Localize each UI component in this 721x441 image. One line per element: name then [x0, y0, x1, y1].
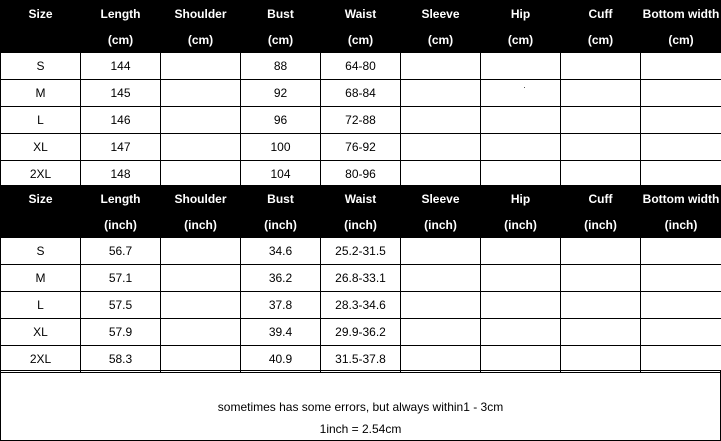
size-cell: M	[1, 265, 81, 292]
measurement-cell	[641, 107, 721, 134]
column-unit: (inch)	[241, 212, 321, 238]
measurement-cell	[561, 80, 641, 107]
size-table-cm	[0, 0, 721, 188]
measurement-cell	[161, 161, 241, 188]
size-table-inch-body	[1, 186, 721, 373]
size-cell: 2XL	[1, 161, 81, 188]
measurement-cell	[561, 53, 641, 80]
cm-table-unit-row	[1, 27, 721, 53]
measurement-cell: 29.9-36.2	[321, 319, 401, 346]
measurement-cell: 96	[241, 107, 321, 134]
measurement-cell	[401, 134, 481, 161]
table-row	[1, 319, 721, 346]
column-header: Bottom width	[641, 1, 721, 27]
measurement-cell	[401, 319, 481, 346]
table-row	[1, 161, 721, 188]
measurement-cell	[161, 292, 241, 319]
column-header: Length	[81, 1, 161, 27]
measurement-cell	[481, 134, 561, 161]
column-header: Waist	[321, 1, 401, 27]
measurement-cell	[641, 80, 721, 107]
measurement-cell	[641, 134, 721, 161]
column-unit: (cm)	[481, 27, 561, 53]
measurement-cell	[161, 265, 241, 292]
column-unit: (cm)	[641, 27, 721, 53]
measurement-cell: 68-84	[321, 80, 401, 107]
measurement-cell: 146	[81, 107, 161, 134]
measurement-cell: 80-96	[321, 161, 401, 188]
measurement-cell	[641, 161, 721, 188]
measurement-cell: 31.5-37.8	[321, 346, 401, 373]
measurement-cell	[481, 319, 561, 346]
measurement-cell: 72-88	[321, 107, 401, 134]
column-unit	[1, 212, 81, 238]
size-cell: XL	[1, 134, 81, 161]
measurement-cell	[641, 238, 721, 265]
measurement-cell	[481, 107, 561, 134]
size-cell: S	[1, 53, 81, 80]
column-unit: (inch)	[481, 212, 561, 238]
measurement-cell	[401, 265, 481, 292]
measurement-cell: 57.1	[81, 265, 161, 292]
measurement-cell	[481, 238, 561, 265]
measurement-cell	[481, 53, 561, 80]
measurement-cell: 26.8-33.1	[321, 265, 401, 292]
table-row	[1, 238, 721, 265]
column-header: Sleeve	[401, 186, 481, 212]
measurement-cell	[561, 161, 641, 188]
column-unit: (cm)	[241, 27, 321, 53]
measurement-cell: 148	[81, 161, 161, 188]
size-cell: S	[1, 238, 81, 265]
measurement-cell: 36.2	[241, 265, 321, 292]
table-row	[1, 292, 721, 319]
table-row	[1, 107, 721, 134]
measurement-cell: 100	[241, 134, 321, 161]
column-unit: (cm)	[161, 27, 241, 53]
table-row	[1, 80, 721, 107]
measurement-cell: 64-80	[321, 53, 401, 80]
column-unit: (inch)	[321, 212, 401, 238]
measurement-cell	[641, 346, 721, 373]
size-table-inch	[0, 185, 721, 373]
measurement-cell: 56.7	[81, 238, 161, 265]
stray-dot	[524, 87, 525, 88]
column-header: Shoulder	[161, 1, 241, 27]
measurement-cell	[561, 265, 641, 292]
measurement-cell	[481, 265, 561, 292]
measurement-cell	[401, 292, 481, 319]
size-cell: 2XL	[1, 346, 81, 373]
column-header: Hip	[481, 1, 561, 27]
measurement-cell: 145	[81, 80, 161, 107]
measurement-cell	[561, 238, 641, 265]
measurement-cell: 39.4	[241, 319, 321, 346]
size-cell: XL	[1, 319, 81, 346]
measurement-cell	[161, 53, 241, 80]
column-header: Size	[1, 1, 81, 27]
measurement-cell	[481, 80, 561, 107]
measurement-cell: 104	[241, 161, 321, 188]
measurement-cell: 76-92	[321, 134, 401, 161]
measurement-cell	[161, 346, 241, 373]
measurement-cell	[401, 346, 481, 373]
measurement-cell	[401, 238, 481, 265]
measurement-cell	[481, 292, 561, 319]
measurement-cell	[401, 107, 481, 134]
measurement-cell	[641, 53, 721, 80]
measurement-cell: 25.2-31.5	[321, 238, 401, 265]
column-header: Shoulder	[161, 186, 241, 212]
column-unit: (inch)	[161, 212, 241, 238]
size-table-cm-body	[1, 1, 721, 188]
column-unit: (cm)	[401, 27, 481, 53]
unit-conversion-text: 1inch = 2.54cm	[319, 422, 402, 436]
measurement-cell	[641, 265, 721, 292]
column-header: Bust	[241, 186, 321, 212]
column-header: Bottom width	[641, 186, 721, 212]
measurement-cell: 57.5	[81, 292, 161, 319]
table-row	[1, 53, 721, 80]
column-unit: (inch)	[401, 212, 481, 238]
measurement-cell	[401, 161, 481, 188]
measurement-cell: 34.6	[241, 238, 321, 265]
column-header: Cuff	[561, 186, 641, 212]
column-unit	[1, 27, 81, 53]
measurement-cell: 92	[241, 80, 321, 107]
measurement-cell: 28.3-34.6	[321, 292, 401, 319]
measurement-cell	[401, 80, 481, 107]
size-cell: L	[1, 292, 81, 319]
size-cell: M	[1, 80, 81, 107]
measurement-note	[0, 370, 721, 441]
measurement-cell	[161, 80, 241, 107]
measurement-cell: 37.8	[241, 292, 321, 319]
table-row	[1, 265, 721, 292]
column-header: Bust	[241, 1, 321, 27]
measurement-cell: 88	[241, 53, 321, 80]
measurement-cell	[481, 161, 561, 188]
column-header: Cuff	[561, 1, 641, 27]
size-cell: L	[1, 107, 81, 134]
column-unit: (inch)	[81, 212, 161, 238]
measurement-cell	[561, 346, 641, 373]
measurement-cell	[561, 319, 641, 346]
cm-table-header-row	[1, 1, 721, 27]
table-row	[1, 134, 721, 161]
measurement-cell	[401, 53, 481, 80]
measurement-cell	[561, 107, 641, 134]
column-unit: (cm)	[81, 27, 161, 53]
column-unit: (inch)	[641, 212, 721, 238]
measurement-cell	[641, 319, 721, 346]
measurement-cell	[561, 292, 641, 319]
measurement-cell: 57.9	[81, 319, 161, 346]
column-unit: (inch)	[561, 212, 641, 238]
column-unit: (cm)	[321, 27, 401, 53]
column-header: Hip	[481, 186, 561, 212]
column-header: Length	[81, 186, 161, 212]
column-unit: (cm)	[561, 27, 641, 53]
column-header: Size	[1, 186, 81, 212]
measurement-cell	[561, 134, 641, 161]
measurement-cell	[641, 292, 721, 319]
measurement-cell	[481, 346, 561, 373]
table-row	[1, 346, 721, 373]
measurement-cell	[161, 134, 241, 161]
measurement-cell: 147	[81, 134, 161, 161]
measurement-cell: 58.3	[81, 346, 161, 373]
column-header: Waist	[321, 186, 401, 212]
column-header: Sleeve	[401, 1, 481, 27]
measurement-cell: 40.9	[241, 346, 321, 373]
measurement-tolerance-text: sometimes has some errors, but always within1 - 3cm	[217, 400, 504, 414]
measurement-cell: 144	[81, 53, 161, 80]
inch-table-header-row	[1, 186, 721, 212]
measurement-cell	[161, 238, 241, 265]
measurement-cell	[161, 107, 241, 134]
inch-table-unit-row	[1, 212, 721, 238]
measurement-cell	[161, 319, 241, 346]
